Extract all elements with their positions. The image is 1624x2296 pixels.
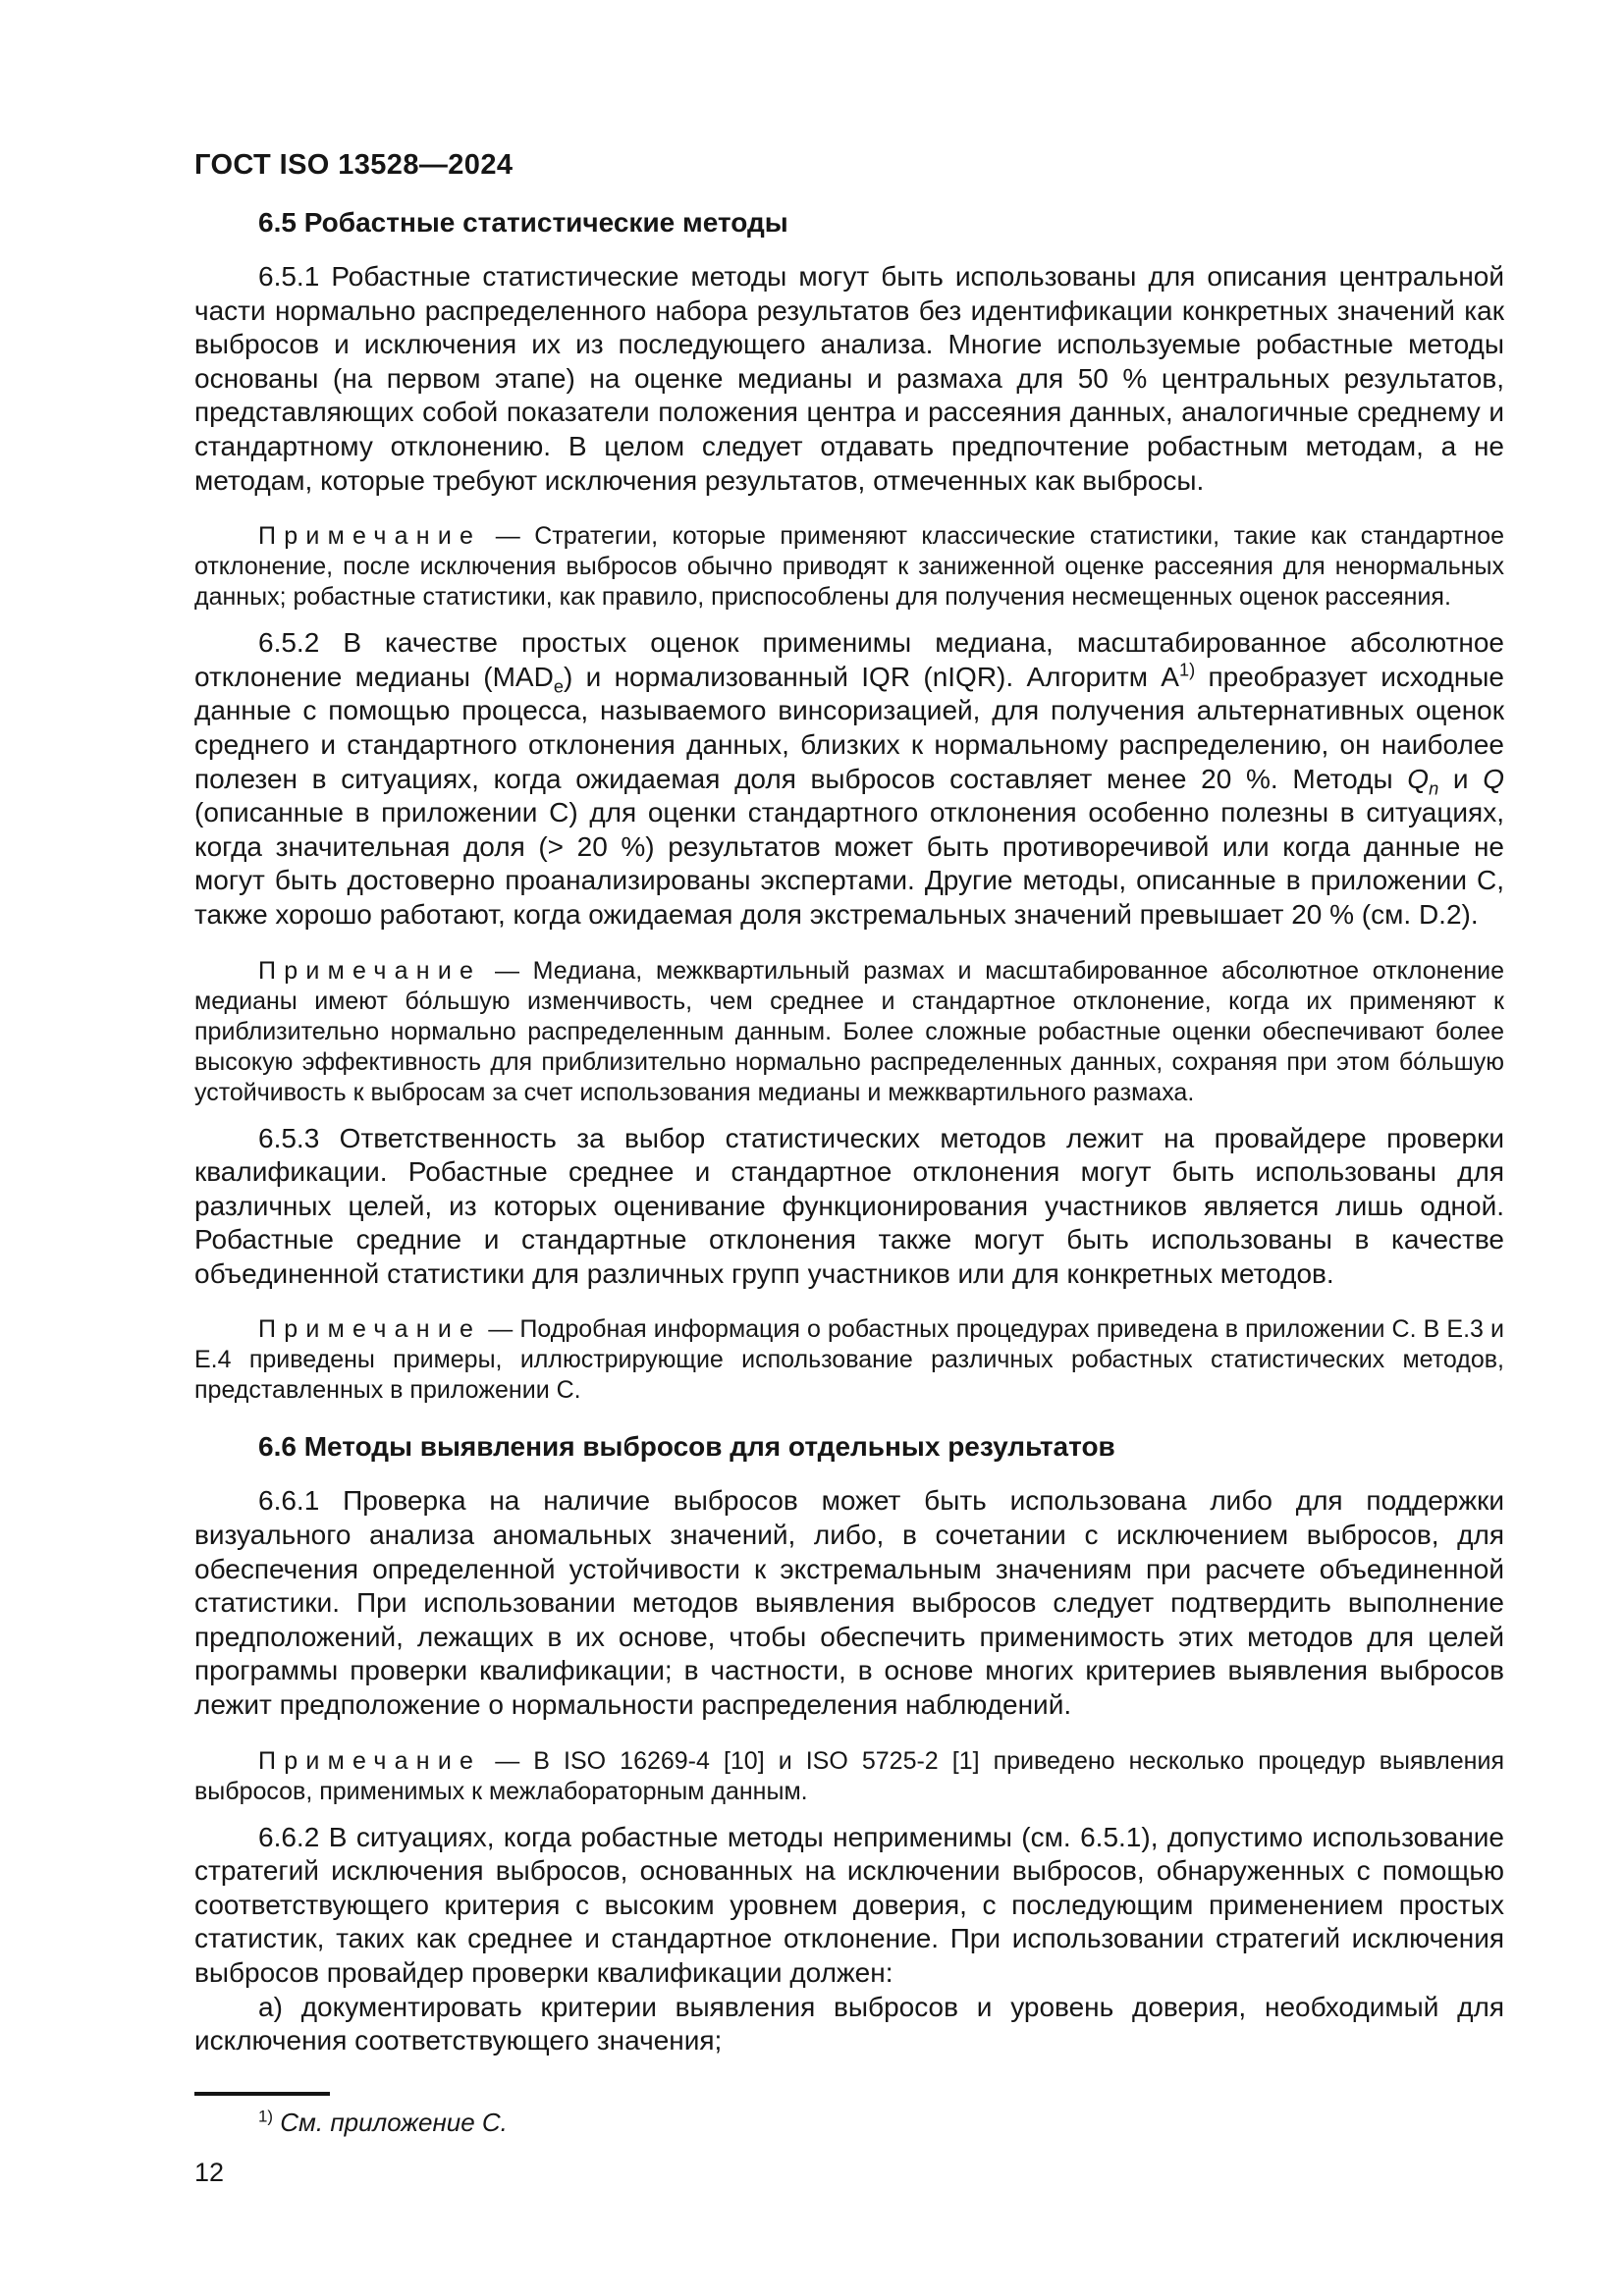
note-text: — Стратегии, которые применяют классические статистики, такие как стандартное отклонение, после исключения выбросов обычно приводят к заниженной оценке рассеяния для ненормальных данных; робастные статистики, как правило, приспособлены для получения несмещенных оценок рассеяния. [194,522,1504,612]
note [194,521,1504,613]
paragraph: 6.6.1 Проверка на наличие выбросов может быть использована либо для поддержки визуального анализа аномальных значений, либо, в сочетании с исключением выбросов, для обеспечения определенной устойчивости к экстремальным значениям при расчете объединенной статистики. При использовании методов выявления выбросов следует подтвердить выполнение предположений, лежащих в их основе, чтобы обеспечить применимость этих методов для целей программы проверки квалификации; в частности, в основе многих критериев выявления выбросов лежит предположение о нормальности распределения наблюдений. [194,1485,1504,1721]
note-label: Примечание [258,1746,482,1775]
footnote-marker: 1) [258,2107,274,2126]
footnote-separator [194,2092,330,2096]
section-heading: 6.6 Методы выявления выбросов для отдельных результатов [258,1431,1115,1463]
note-text: — Подробная информация о робастных процедурах приведена в приложении C. В E.3 и E.4 приведены примеры, иллюстрирующие использование различных робастных статистических методов, представленных в приложении C. [194,1315,1504,1405]
running-head: ГОСТ ISO 13528—2024 [194,149,514,181]
note [194,1314,1504,1406]
document-body [194,207,1504,2058]
note-text: — В ISO 16269-4 [10] и ISO 5725-2 [1] приведено несколько процедур выявления выбросов, применимых к межлабораторным данным. [194,1746,1504,1805]
note [194,1746,1504,1807]
paragraph: 6.5.1 Робастные статистические методы могут быть использованы для описания центральной части нормально распределенного набора результатов без идентификации конкретных значений как выбросов и исключения их из последующего анализа. Многие используемые робастные методы основаны (на первом этапе) на оценке медианы и размаха для 50 % центральных результатов, представляющих собой показатели положения центра и рассеяния данных, аналогичные среднему и стандартному отклонению. В целом следует отдавать предпочтение робастным методам, а не методам, которые требуют исключения результатов, отмеченных как выбросы. [194,261,1504,496]
note-text: — Медиана, межквартильный размах и масштабированное абсолютное отклонение медианы имеют бо́льшую изменчивость, чем среднее и стандартное отклонение, когда их применяют к приблизительно нормально распределенным данным. Более сложные робастные оценки обеспечивают более высокую эффективность для приблизительно нормально распределенных данных, сохраняя при этом бо́льшую устойчивость к выбросам за счет использования медианы и межквартильного размаха. [194,956,1504,1106]
note-label: Примечание [258,522,482,551]
footnote-text: См. приложение C. [280,2107,508,2137]
list-item: а) документировать критерии выявления выбросов и уровень доверия, необходимый для исключения соответствующего значения; [194,1991,1504,2056]
page-number: 12 [194,2157,225,2187]
section-heading: 6.5 Робастные статистические методы [258,207,788,238]
note-label: Примечание [258,956,482,985]
note [194,956,1504,1108]
note-label: Примечание [258,1315,482,1344]
footnote [194,2108,1504,2138]
paragraph: 6.5.2 В качестве простых оценок применимы медиана, масштабированное абсолютное отклонение медианы $(MAD_e)$ и нормализованный IQR (nIQR). Алгоритм $A^{1)}$ преобразует исходные данные с помощью процесса, называемого винсоризацией, для получения альтернативных оценок среднего и стандартного отклонения данных, близких к нормальному распределению, он наиболее полезен в ситуациях, когда ожидаемая доля выбросов составляет менее 20 %. Методы $Q_n$ и Q (описанные в приложении C) для оценки стандартного отклонения особенно полезны в ситуациях, когда значительная доля (> 20 %) результатов может быть противоречивой или когда данные не могут быть достоверно проанализированы экспертами. Другие методы, описанные в приложении C, также хорошо работают, когда ожидаемая доля экстремальных значений превышает 20 % (см. D.2). [194,627,1504,930]
paragraph: 6.5.3 Ответственность за выбор статистических методов лежит на провайдере проверки квалификации. Робастные среднее и стандартное отклонения могут быть использованы для различных целей, из которых оценивание функционирования участников является лишь одной. Робастные средние и стандартные отклонения также могут быть использованы в качестве объединенной статистики для различных групп участников или для конкретных методов. [194,1122,1504,1289]
paragraph: 6.6.2 В ситуациях, когда робастные методы неприменимы (см. 6.5.1), допустимо использование стратегий исключения выбросов, основанных на исключении выбросов, обнаруженных с помощью соответствующего критерия с высоким уровнем доверия, с последующим применением простых статистик, таких как среднее и стандартное отклонение. При использовании стратегий исключения выбросов провайдер проверки квалификации должен: [194,1821,1504,1988]
